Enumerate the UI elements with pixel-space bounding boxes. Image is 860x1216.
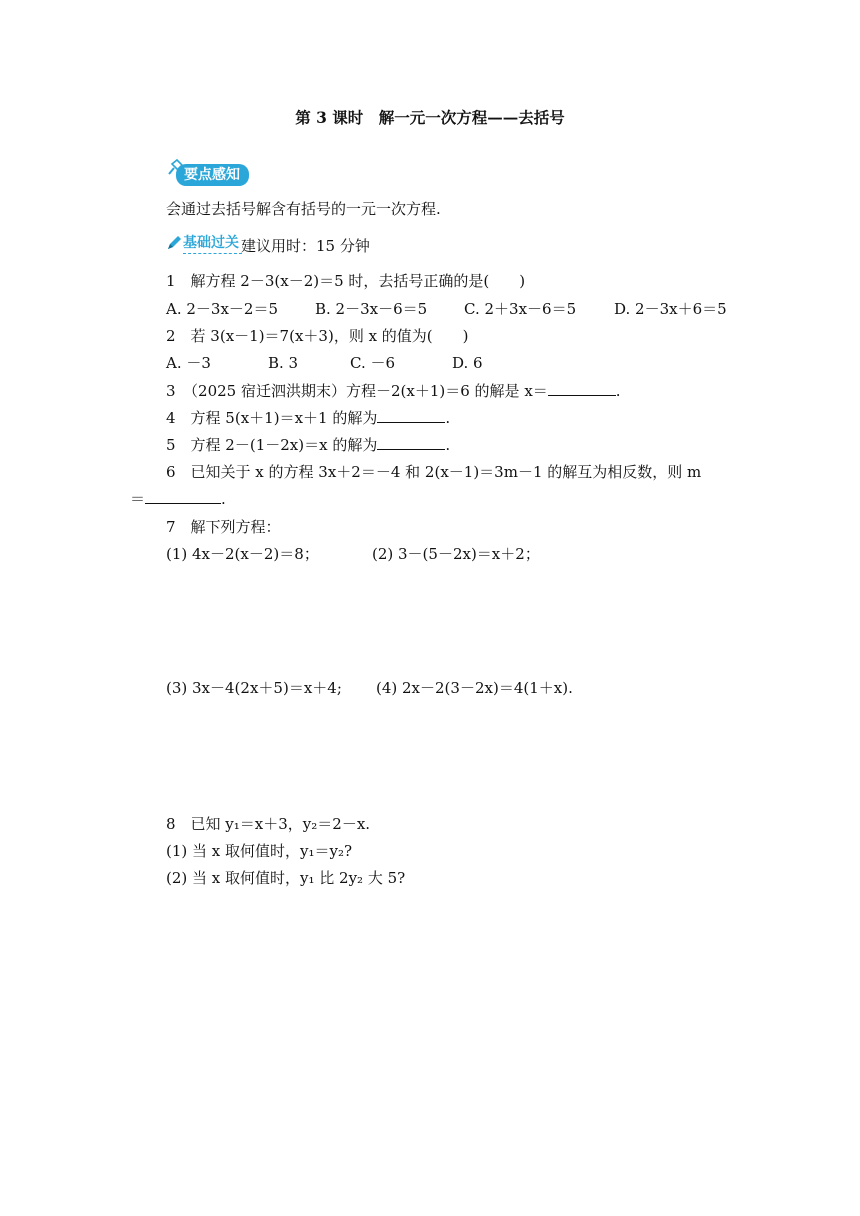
equals-sign: ＝	[130, 490, 146, 508]
q7-part-1: (1) 4x－2(x－2)＝8；	[166, 545, 319, 563]
question-1: 1 解方程 2－3(x－2)＝5 时，去括号正确的是( )	[166, 272, 526, 290]
question-4-text: 4 方程 5(x＋1)＝x＋1 的解为	[166, 409, 378, 427]
answer-blank	[548, 381, 616, 396]
question-2: 2 若 3(x－1)＝7(x＋3)，则 x 的值为( )	[166, 327, 469, 345]
answer-blank	[145, 489, 221, 504]
pencil-icon	[166, 235, 182, 251]
key-points-text: 会通过去括号解含有括号的一元一次方程.	[166, 200, 441, 218]
q8-part-1: (1) 当 x 取何值时，y₁＝y₂?	[166, 842, 353, 860]
q1-option-a: A. 2－3x－2＝5	[166, 300, 279, 318]
question-6-answer	[130, 489, 226, 509]
q1-option-b: B. 2－3x－6＝5	[315, 300, 428, 318]
question-5	[166, 435, 450, 455]
basic-tag: 基础过关	[183, 233, 242, 254]
suggested-time: 建议用时：15 分钟	[241, 237, 370, 255]
question-7: 7 解下列方程：	[166, 518, 281, 536]
period: .	[445, 409, 451, 427]
q2-option-b: B. 3	[268, 354, 299, 372]
question-3-text: 3 （2025 宿迁泗洪期末）方程－2(x＋1)＝6 的解是 x＝	[166, 382, 548, 400]
question-3	[166, 381, 621, 401]
answer-blank	[377, 408, 445, 423]
q2-option-d: D. 6	[452, 354, 483, 372]
q1-option-d: D. 2－3x＋6＝5	[614, 300, 727, 318]
q7-part-3: (3) 3x－4(2x＋5)＝x＋4;	[166, 679, 342, 697]
period: .	[445, 436, 451, 454]
q8-part-2: (2) 当 x 取何值时，y₁ 比 2y₂ 大 5?	[166, 869, 406, 887]
q2-option-c: C. －6	[350, 354, 396, 372]
q1-option-c: C. 2＋3x－6＝5	[464, 300, 577, 318]
q2-option-a: A. －3	[166, 354, 211, 372]
page-title: 第 3 课时 解一元一次方程——去括号	[295, 108, 565, 127]
q7-part-4: (4) 2x－2(3－2x)＝4(1＋x).	[376, 679, 573, 697]
question-4	[166, 408, 450, 428]
question-6: 6 已知关于 x 的方程 3x＋2＝－4 和 2(x－1)＝3m－1 的解互为相反数，则 m	[166, 463, 702, 481]
period: .	[615, 382, 621, 400]
answer-blank	[377, 435, 445, 450]
question-8: 8 已知 y₁＝x＋3，y₂＝2－x.	[166, 815, 371, 833]
q7-part-2: (2) 3－(5－2x)＝x＋2；	[372, 545, 540, 563]
key-points-tag: 要点感知	[176, 164, 249, 186]
period: .	[221, 490, 226, 508]
question-5-text: 5 方程 2－(1－2x)＝x 的解为	[166, 436, 378, 454]
